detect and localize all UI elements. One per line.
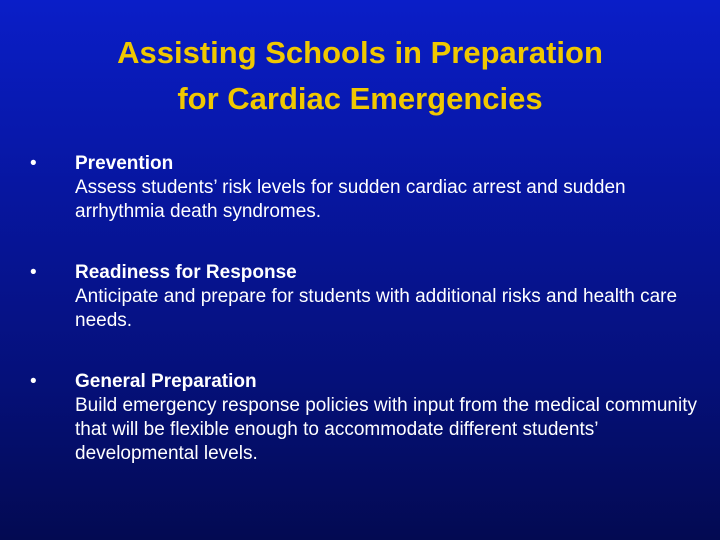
bullet-heading: Readiness for Response [75,262,297,283]
bullet-body: Anticipate and prepare for students with additional risks and health care needs. [75,286,678,331]
bullet-item-readiness [30,261,700,333]
bullet-icon: • [30,262,37,283]
bullet-item-prevention [30,152,700,224]
bullet-body: Build emergency response policies with input from the medical community that will be flexible enough to accommodate different students’ developmental levels. [75,395,697,464]
bullet-item-general-preparation [30,370,700,466]
bullet-icon: • [30,371,37,392]
bullet-heading: General Preparation [75,371,257,392]
bullet-body: Assess students’ risk levels for sudden cardiac arrest and sudden arrhythmia death syndromes. [75,177,626,222]
slide-title [0,30,720,122]
title-line-2: for Cardiac Emergencies [177,81,543,116]
title-line-1: Assisting Schools in Preparation [117,35,603,70]
bullet-icon: • [30,153,37,174]
bullet-list [30,152,700,503]
bullet-heading: Prevention [75,153,174,174]
